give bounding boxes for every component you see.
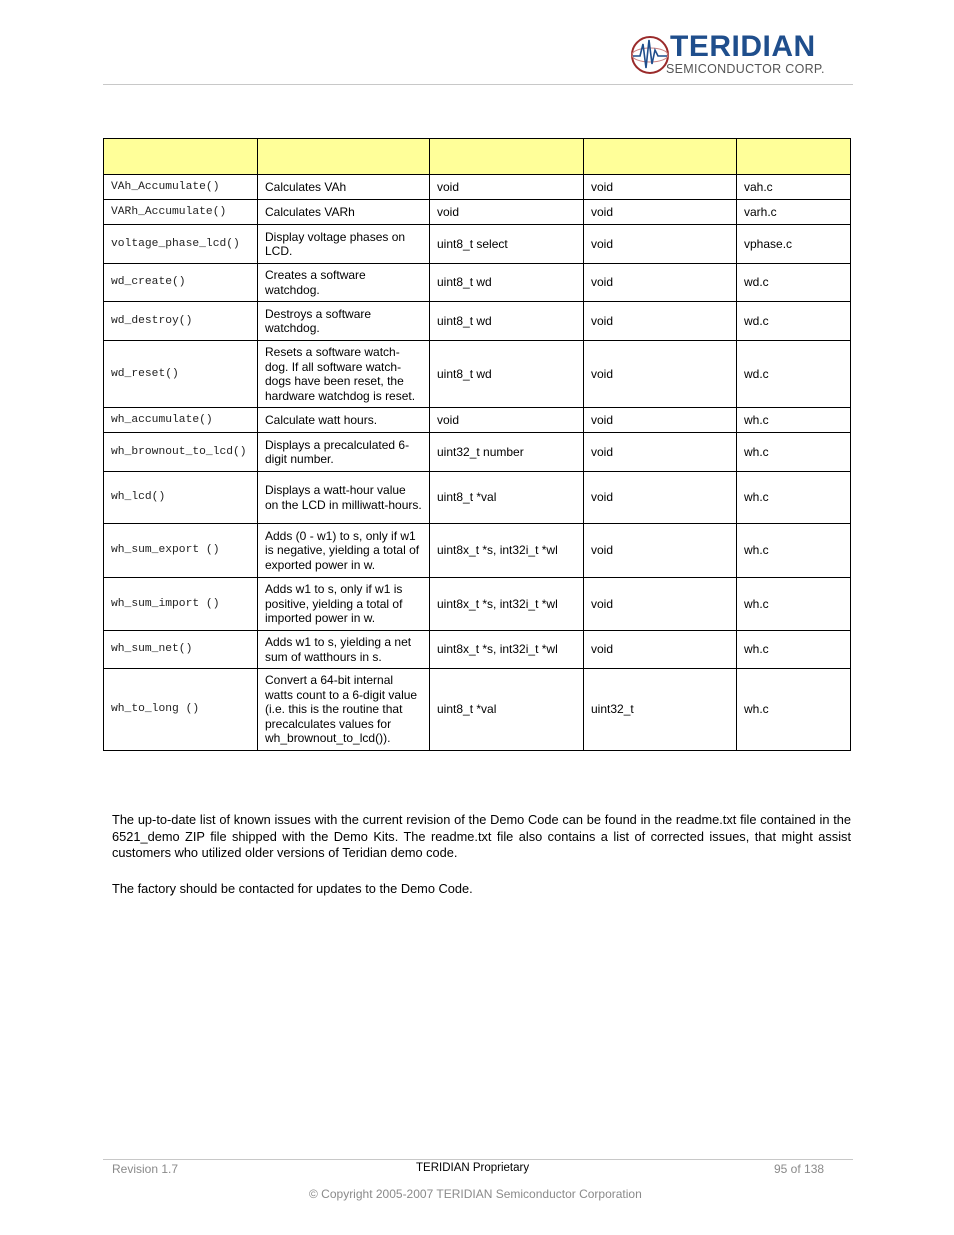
header-cell: [104, 139, 258, 175]
function-description: Convert a 64-bit internal watts count to a 6-digit value (i.e. this is the routine that precalculates values for wh_brownout_to_lcd()).: [258, 669, 430, 751]
page-number: 95 of 138: [774, 1162, 825, 1176]
function-file: varh.c: [737, 200, 851, 225]
table-row: [104, 264, 851, 302]
function-input: uint8x_t *s, int32i_t *wl: [430, 524, 584, 578]
copyright-notice: © Copyright 2005-2007 TERIDIAN Semiconductor Corporation: [309, 1187, 642, 1201]
function-table: [103, 138, 851, 751]
function-input: uint8_t wd: [430, 341, 584, 408]
table-row: [104, 631, 851, 669]
function-file: wh.c: [737, 408, 851, 433]
table-row: [104, 669, 851, 751]
table-row: [104, 408, 851, 433]
function-description: Displays a watt-hour value on the LCD in milliwatt-hours.: [258, 472, 430, 524]
table-row: [104, 200, 851, 225]
table-row: [104, 302, 851, 341]
teridian-logo: [630, 32, 830, 78]
table-row: [104, 472, 851, 524]
function-file: vah.c: [737, 175, 851, 200]
function-output: void: [584, 175, 737, 200]
function-output: void: [584, 433, 737, 472]
function-name: VAh_Accumulate(): [104, 175, 258, 200]
function-file: wd.c: [737, 302, 851, 341]
function-name: wd_create(): [104, 264, 258, 302]
function-name: wh_accumulate(): [104, 408, 258, 433]
function-file: vphase.c: [737, 225, 851, 264]
header-cell: [737, 139, 851, 175]
function-name: wd_destroy(): [104, 302, 258, 341]
header-cell: [430, 139, 584, 175]
header-cell: [584, 139, 737, 175]
function-input: void: [430, 200, 584, 225]
function-description: Adds w1 to s, only if w1 is positive, yielding a total of imported power in w.: [258, 578, 430, 631]
function-output: void: [584, 341, 737, 408]
table-row: [104, 524, 851, 578]
function-name: wh_to_long (): [104, 669, 258, 751]
function-description: Creates a software watchdog.: [258, 264, 430, 302]
function-description: Calculates VAh: [258, 175, 430, 200]
function-input: uint8_t wd: [430, 264, 584, 302]
function-input: uint8x_t *s, int32i_t *wl: [430, 631, 584, 669]
function-file: wd.c: [737, 264, 851, 302]
function-file: wh.c: [737, 631, 851, 669]
function-input: void: [430, 175, 584, 200]
table-row: [104, 225, 851, 264]
function-input: uint8_t wd: [430, 302, 584, 341]
function-file: wh.c: [737, 433, 851, 472]
function-file: wd.c: [737, 341, 851, 408]
function-name: voltage_phase_lcd(): [104, 225, 258, 264]
factory-contact-paragraph: The factory should be contacted for updates to the Demo Code.: [112, 881, 473, 896]
table-row: [104, 433, 851, 472]
function-name: wd_reset(): [104, 341, 258, 408]
table-row: [104, 341, 851, 408]
table-header-row: [104, 139, 851, 175]
proprietary-label: TERIDIAN Proprietary: [416, 1162, 530, 1174]
function-name: wh_sum_net(): [104, 631, 258, 669]
function-name: VARh_Accumulate(): [104, 200, 258, 225]
logo-tagline: SEMICONDUCTOR CORP.: [666, 62, 825, 76]
function-input: uint32_t number: [430, 433, 584, 472]
function-output: void: [584, 578, 737, 631]
function-name: wh_lcd(): [104, 472, 258, 524]
function-output: void: [584, 524, 737, 578]
function-output: void: [584, 264, 737, 302]
function-output: void: [584, 472, 737, 524]
function-file: wh.c: [737, 669, 851, 751]
function-output: void: [584, 302, 737, 341]
function-description: Adds w1 to s, yielding a net sum of watthours in s.: [258, 631, 430, 669]
function-output: uint32_t: [584, 669, 737, 751]
function-description: Display voltage phases on LCD.: [258, 225, 430, 264]
logo-wordmark: TERIDIAN: [670, 30, 816, 63]
function-input: uint8x_t *s, int32i_t *wl: [430, 578, 584, 631]
function-output: void: [584, 200, 737, 225]
logo-globe-icon: [630, 34, 670, 78]
known-issues-paragraph: The up-to-date list of known issues with the current revision of the Demo Code can be found in the readme.txt file contained in the 6521_demo ZIP file shipped with the Demo Kits. The readme.txt file also contains a list of corrected issues, that might assist customers who utilized older versions of Teridian demo code.: [112, 812, 851, 860]
function-output: void: [584, 631, 737, 669]
function-file: wh.c: [737, 472, 851, 524]
function-input: uint8_t *val: [430, 472, 584, 524]
footer-rule: [103, 1159, 853, 1160]
table-row: [104, 578, 851, 631]
function-name: wh_sum_import (): [104, 578, 258, 631]
function-input: void: [430, 408, 584, 433]
revision-label: Revision 1.7: [112, 1162, 179, 1176]
function-description: Displays a precalculated 6-digit number.: [258, 433, 430, 472]
function-output: void: [584, 408, 737, 433]
header-rule: [103, 84, 853, 85]
function-description: Resets a software watch-dog. If all software watch-dogs have been reset, the hardware watchdog is reset.: [258, 341, 430, 408]
function-name: wh_sum_export (): [104, 524, 258, 578]
function-description: Calculates VARh: [258, 200, 430, 225]
function-description: Destroys a software watchdog.: [258, 302, 430, 341]
function-input: uint8_t *val: [430, 669, 584, 751]
function-file: wh.c: [737, 578, 851, 631]
function-output: void: [584, 225, 737, 264]
function-name: wh_brownout_to_lcd(): [104, 433, 258, 472]
header-cell: [258, 139, 430, 175]
function-file: wh.c: [737, 524, 851, 578]
function-description: Calculate watt hours.: [258, 408, 430, 433]
function-input: uint8_t select: [430, 225, 584, 264]
table-row: [104, 175, 851, 200]
function-description: Adds (0 - w1) to s, only if w1 is negative, yielding a total of exported power in w.: [258, 524, 430, 578]
